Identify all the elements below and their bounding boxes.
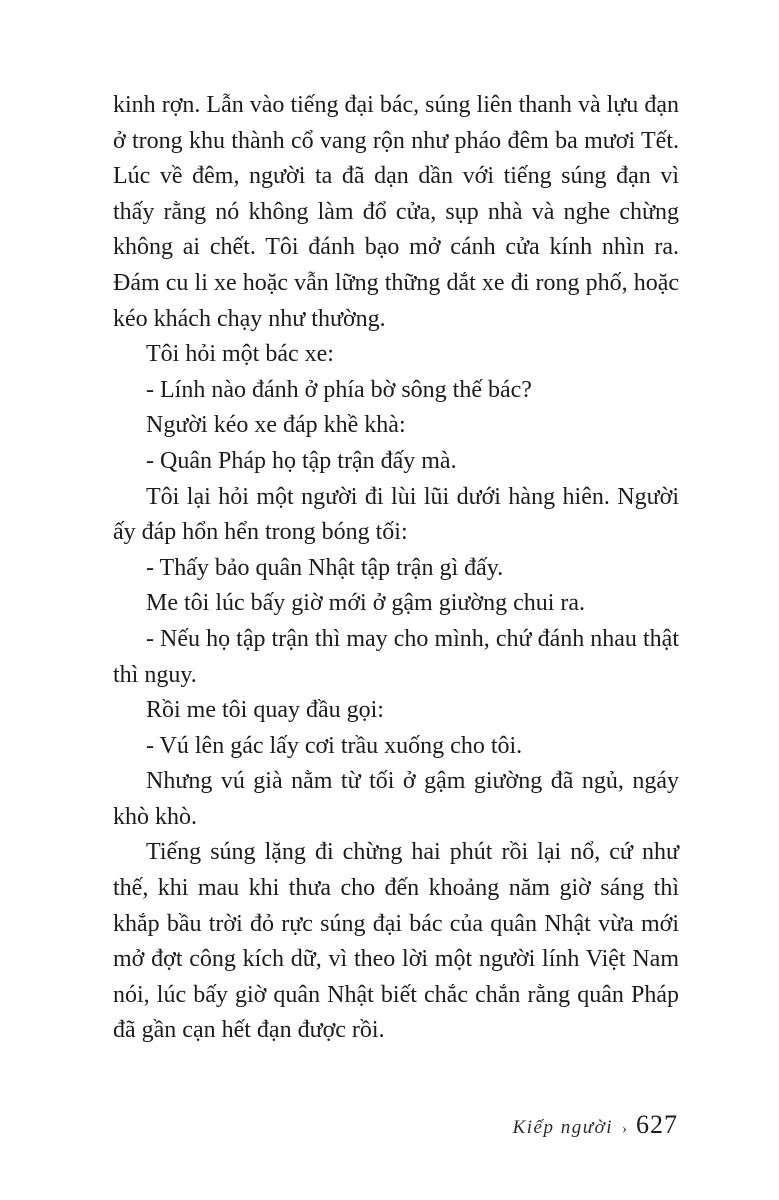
text-block — [113, 88, 679, 1049]
page-number: 627 — [636, 1110, 678, 1139]
paragraph: - Thấy bảo quân Nhật tập trận gì đấy. — [146, 554, 504, 581]
paragraph: Tôi hỏi một bác xe: — [146, 341, 334, 368]
paragraph: Người kéo xe đáp khề khà: — [146, 412, 406, 439]
paragraph: Me tôi lúc bấy giờ mới ở gậm giường chui ra. — [146, 590, 586, 617]
paragraph: Nhưng vú già nằm từ tối ở gậm giường đã ngủ, ngáy khò khò. — [113, 768, 679, 830]
paragraph: - Lính nào đánh ở phía bờ sông thế bác? — [146, 376, 532, 403]
footer-separator-icon: › — [622, 1121, 627, 1137]
paragraph: - Vú lên gác lấy cơi trầu xuống cho tôi. — [146, 732, 523, 759]
paragraph: Tiếng súng lặng đi chừng hai phút rồi lại nổ, cứ như thế, khi mau khi thưa cho đến khoảng năm giờ sáng thì khắp bầu trời đỏ rực súng đại bác của quân Nhật vừa mới mở đợt công kích dữ, vì theo lời một người lính Việt Nam nói, lúc bấy giờ quân Nhật biết chắc chắn rằng quân Pháp đã gần cạn hết đạn được rồi. — [113, 839, 679, 1044]
paragraph: Tôi lại hỏi một người đi lùi lũi dưới hàng hiên. Người ấy đáp hổn hển trong bóng tối: — [113, 483, 679, 546]
paragraph: kinh rợn. Lẫn vào tiếng đại bác, súng liên thanh và lựu đạn ở trong khu thành cổ vang rộn như pháo đêm ba mươi Tết. Lúc về đêm, người ta đã dạn dần với tiếng súng đạn vì thấy rằng nó không làm đổ cửa, sụp nhà và nghe chừng không ai chết. Tôi đánh bạo mở cánh cửa kính nhìn ra. Đám cu li xe hoặc vẫn lững thững dắt xe đi rong phố, hoặc kéo khách chạy như thường. — [113, 92, 679, 332]
paragraph: Rồi me tôi quay đầu gọi: — [146, 697, 384, 724]
paragraph: - Nếu họ tập trận thì may cho mình, chứ đánh nhau thật thì nguy. — [113, 625, 679, 688]
running-title: Kiếp người — [512, 1117, 613, 1138]
page-footer — [513, 1110, 678, 1140]
paragraph: - Quân Pháp họ tập trận đấy mà. — [146, 447, 457, 474]
